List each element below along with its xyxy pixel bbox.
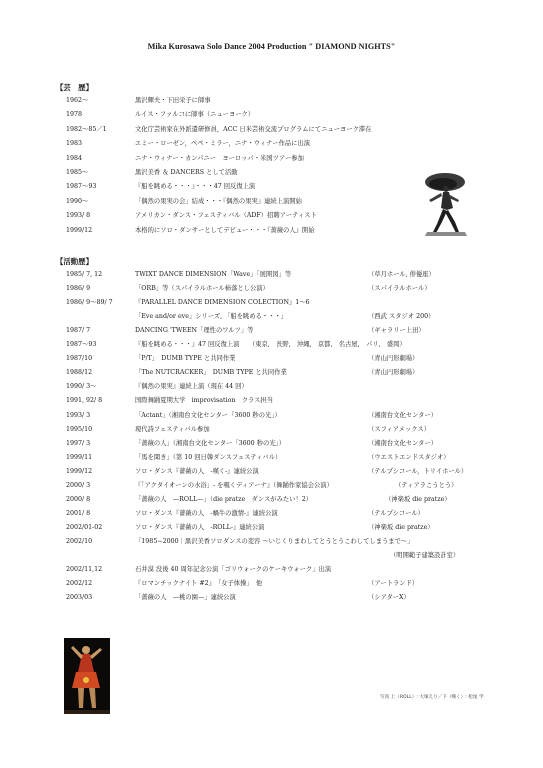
career-year: 1990〜 [66, 197, 89, 205]
career-year: 1962〜 [66, 97, 89, 104]
activity-row [0, 468, 543, 476]
activity-text: 「Eve and/or eve」シリーズ, 「船を眺める・・・」 [135, 313, 288, 321]
activity-text: 現代詩フェスティバル参加 [135, 425, 210, 433]
career-row [0, 111, 543, 119]
activity-text: 「ORB」等（スパイラルホール柿落とし公演） [135, 285, 269, 293]
activity-venue: （神楽坂 die pratze） [368, 523, 434, 531]
career-text: 「偶然の果実の会」結成・・・『偶然の果実』連続上演開始 [135, 197, 302, 205]
activity-year: 2001/ 8 [66, 509, 91, 517]
activity-row [0, 271, 543, 279]
activity-row [0, 397, 543, 405]
activity-venue: （スパイラルホール） [368, 285, 431, 293]
activity-text: 石井漠 没後 40 周年記念公演「ゴリウォークのケーキウォーク」出演 [135, 566, 332, 574]
activity-text: 「1985−2000｜黒沢美香ソロダンスの変容 〜いじくりまわしてとうとうこわしてしまうまで〜」 [135, 537, 414, 545]
activity-row [0, 510, 543, 518]
career-heading: 【芸 歴】 [56, 83, 93, 92]
activity-year: 1986/ 9 [66, 285, 91, 293]
activity-year: 2002/01-02 [66, 523, 103, 531]
activity-year: 1987/10 [66, 355, 93, 363]
activity-row [0, 524, 543, 532]
activity-venue: （ティアラこうとう） [395, 481, 458, 489]
activity-year: 2002/11,12 [66, 566, 103, 574]
activity-text: 「薔薇の人」（湘南台文化センター「3600 秒の光」） [135, 439, 286, 447]
dancer-photo-top [419, 172, 471, 236]
activity-text: 「馬を聞き」（第 10 回日韓ダンスフェスティバル） [135, 453, 282, 461]
activity-venue: （ギャラリー上田） [368, 327, 425, 335]
activity-heading: 【活動歴】 [56, 257, 93, 266]
career-row [0, 126, 543, 134]
activity-venue: （湘南台文化センター） [368, 439, 438, 447]
activity-venue: （西武 スタジオ 200） [368, 313, 435, 321]
career-text: ニナ・ウィナー・カンパニー ヨーロッパ・米国ツアー参加 [135, 154, 304, 162]
career-text: ルイス・ファルコに師事（ニューヨーク） [135, 111, 255, 119]
career-text: 本格的にソロ・ダンサーとしてデビュー・・・『薔薇の人』開始 [135, 226, 315, 234]
career-text: 文化庁芸術家在外派遣研修員，ACC 日米芸術交流プログラムにてニューヨーク滞在 [135, 125, 372, 133]
activity-text: ソロ・ダンス『薔薇の人 -ROLL-』連続公演 [135, 523, 265, 531]
activity-venue: （青山円形劇場） [368, 355, 419, 363]
activity-year: 1987/ 7 [66, 327, 91, 335]
activity-year: 1986/ 9〜89/ 7 [66, 299, 113, 307]
activity-row [0, 580, 543, 588]
activity-venue: （神楽坂 die pratze） [385, 495, 451, 503]
activity-venue: （明開範子建築設計室） [390, 552, 460, 559]
activity-year: 1987〜93 [66, 341, 97, 349]
career-row [0, 97, 543, 105]
activity-row [0, 552, 543, 560]
page-title: Mika Kurosawa Solo Dance 2004 Production " DIAMOND NIGHTS" [147, 42, 396, 51]
activity-year: 1990/ 3〜 [66, 383, 97, 391]
activity-venue: （青山円形劇場） [368, 369, 419, 377]
activity-year: 2000/ 8 [66, 495, 91, 503]
activity-row [0, 383, 543, 391]
activity-year: 1997/ 3 [66, 439, 91, 447]
dancer-photo-bottom [64, 638, 110, 714]
activity-row [0, 327, 543, 335]
career-year: 1999/12 [66, 226, 93, 234]
activity-venue: （アートランド） [368, 580, 419, 588]
activity-row [0, 496, 543, 504]
activity-text: ソロ・ダンス『薔薇の人 -蝸牛の激情-』連続公演 [135, 509, 278, 517]
activity-year: 1988/12 [66, 369, 93, 377]
career-text: エミー・ローゼン，ペペ・ミラー，ニナ・ウィナー作品に出演 [135, 140, 311, 148]
activity-text: 「Actant」（湘南台文化センター「3600 秒の光」） [135, 411, 281, 419]
activity-row [0, 482, 543, 490]
career-year: 1982〜85／1 [66, 125, 107, 133]
activity-row [0, 538, 543, 546]
activity-row [0, 412, 543, 420]
career-text: 『船を眺める・・・』・・・47 回反復上演 [135, 183, 256, 191]
activity-row [0, 369, 543, 377]
activity-year: 1991, 92/ 8 [66, 397, 103, 405]
activity-text: 「P/T」 DUMB TYPE と共同作業 [135, 355, 236, 363]
activity-row [0, 454, 543, 462]
activity-text: 『ロマンチックナイト #2』 「女子体操」 他 [135, 580, 263, 588]
activity-text: 「薔薇の人 —桃の園—」連続公演 [135, 594, 236, 602]
activity-venue: （テルプシコール） [368, 509, 424, 517]
activity-text: 『「アクタイオーンの水浴」- を覗くディアーナ』（舞踊作家協会公演） [135, 481, 333, 489]
activity-year: 1993/ 3 [66, 411, 91, 419]
activity-year: 1999/12 [66, 467, 93, 475]
activity-row [0, 313, 543, 321]
activity-year: 1999/11 [66, 453, 93, 461]
activity-year: 1995/10 [66, 425, 93, 433]
career-text: 黒沢美香 ＆ DANCERS として活動 [135, 169, 238, 176]
activity-year: 2000/ 3 [66, 481, 91, 489]
activity-venue: （テルプシコール，トリイホール） [368, 467, 468, 475]
activity-year: 1985/ 7, 12 [66, 271, 103, 278]
activity-text: 「薔薇の人 —ROLL—」（die pratze ダンスがみたい！2） [135, 495, 313, 503]
career-row [0, 155, 543, 163]
career-year: 1984 [66, 154, 83, 162]
activity-venue: （ウエストエンドスタジオ） [368, 453, 450, 461]
activity-row [0, 299, 543, 307]
activity-venue: （スフィアメックス） [368, 425, 431, 433]
activity-text: DANCING 'TWEEN「理性のワルツ」等 [135, 327, 254, 335]
activity-venue: （湘南台文化センター） [368, 411, 438, 419]
activity-text: TWIXT DANCE DIMENSION「Wave」「展開図」等 [135, 271, 292, 278]
activity-row [0, 566, 543, 574]
career-year: 1978 [66, 111, 83, 119]
activity-row [0, 440, 543, 448]
career-year: 1987〜93 [66, 183, 97, 191]
activity-venue: （シアターX） [368, 594, 410, 602]
career-text: アメリカン・ダンス・フェスティバル（ADF）招聘アーティスト [135, 212, 317, 220]
career-text: 黒沢輝夫・下田栄子に師事 [135, 97, 211, 104]
activity-text: 『船を眺める・・・』47 回反復上演 （東京, 長野, 沖縄, 京都, 名古屋, パリ, 盛岡） [135, 341, 406, 349]
career-year: 1985〜 [66, 169, 89, 176]
photo-credit: 写真 上（ROLL）: 大塚えり／下（嘆く）: 松尾 学 [380, 695, 484, 700]
career-year: 1993/ 8 [66, 212, 91, 220]
activity-row [0, 594, 543, 602]
activity-row [0, 426, 543, 434]
activity-text: 国際舞踊夏期大学 improvisation クラス担当 [135, 397, 274, 405]
career-row [0, 140, 543, 148]
activity-row [0, 285, 543, 293]
activity-text: 「The NUTCRACKER」 DUMB TYPE と共同作業 [135, 369, 287, 377]
activity-text: ソロ・ダンス『薔薇の人 -嘆く-』連続公演 [135, 467, 259, 475]
activity-row [0, 355, 543, 363]
activity-text: 『PARALLEL DANCE DIMENSION COLECTION』1〜6 [135, 299, 310, 307]
activity-row [0, 341, 543, 349]
activity-text: 『偶然の果実』連続上演（現在 44 回） [135, 383, 248, 391]
activity-year: 2002/10 [66, 537, 93, 545]
career-year: 1983 [66, 140, 83, 148]
activity-year: 2003/03 [66, 594, 93, 602]
activity-venue: （草月ホール, 俳優座） [368, 271, 435, 278]
activity-year: 2002/12 [66, 580, 93, 588]
